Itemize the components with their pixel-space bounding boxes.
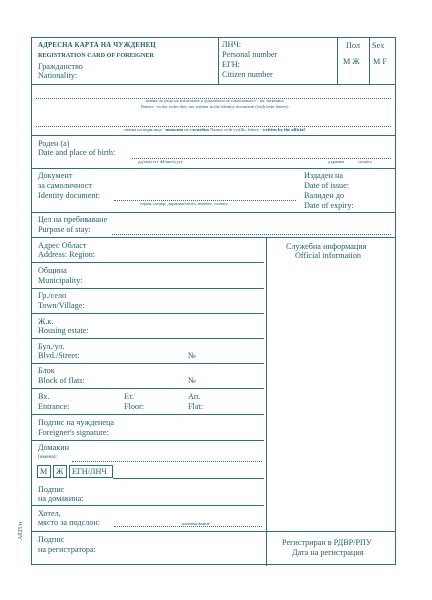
- block-number-sign: №: [188, 376, 196, 385]
- flat-label-bg: Ап.: [188, 392, 201, 401]
- block-label-en: Block of flats:: [38, 376, 85, 385]
- purpose-field[interactable]: [112, 234, 391, 235]
- sex-label-en: Sex: [372, 41, 385, 50]
- registration-date-label: Дата на регистрация: [292, 548, 364, 557]
- citizen-number-label: Citizen number: [222, 70, 273, 79]
- birth-country-hint-en: country: [358, 159, 373, 164]
- hotel-label-bg2: място за подслон:: [38, 518, 100, 527]
- street-label-en: Blvd./Street:: [38, 351, 80, 360]
- rule: [32, 84, 395, 85]
- host-label-bg2: (имена):: [38, 454, 58, 460]
- host-signature-label-bg: Подпис: [38, 485, 65, 494]
- signature-label-bg: Подпис на чужденеца: [38, 418, 115, 427]
- host-label-bg: Домакин: [38, 443, 70, 452]
- birth-label-en: Date and place of birth:: [38, 148, 116, 157]
- rule: [32, 212, 395, 213]
- issued-label-en: Date of issue:: [304, 181, 350, 190]
- rule: [32, 338, 264, 339]
- rule: [32, 505, 264, 506]
- registrar-signature-label-bg: Подпис: [38, 535, 65, 544]
- lnch-label: ЛНЧ:: [222, 40, 242, 49]
- sex-divider-left: [337, 38, 338, 84]
- registration-card: [31, 37, 396, 565]
- estate-label-bg: Ж.к.: [38, 317, 54, 326]
- document-label-bg: Документ: [38, 171, 73, 180]
- rule: [32, 388, 264, 389]
- document-label-en: Identity document:: [38, 191, 101, 200]
- floor-label-bg: Ет.: [124, 392, 135, 401]
- flat-label-en: Flat:: [188, 402, 204, 411]
- entrance-label-en: Entrance:: [38, 402, 70, 411]
- entrance-label-bg: Вх.: [38, 392, 50, 401]
- official-label-bg: Служебна информация: [286, 242, 367, 251]
- rule: [32, 168, 395, 169]
- rule: [32, 531, 395, 532]
- floor-label-en: Floor:: [124, 402, 145, 411]
- title-en: REGISTRATION CARD OF FOREIGNER: [38, 52, 155, 59]
- purpose-label-en: Purpose of stay:: [38, 225, 91, 234]
- registered-label: Регистриран в РДВР/РПУ: [282, 538, 372, 547]
- rule: [32, 288, 264, 289]
- municipality-label-bg: Община: [38, 266, 67, 275]
- header-divider: [218, 38, 219, 84]
- official-label-en: Official information: [295, 251, 362, 260]
- host-sex-m-label: М: [40, 467, 48, 476]
- personal-number-label: Personal number: [222, 50, 278, 59]
- sex-checkbox-en[interactable]: M F: [373, 57, 387, 66]
- sex-label-bg: Пол: [346, 41, 360, 50]
- egn-label: ЕГН:: [222, 60, 240, 69]
- rule: [32, 414, 264, 415]
- street-label-bg: Бул./ул.: [38, 342, 65, 351]
- hotel-name-hint: наименование: [182, 521, 210, 526]
- estate-label-en: Housing estate:: [38, 326, 89, 335]
- host-sex-f-label: Ж: [56, 467, 64, 476]
- nationality-label-en: Nationality:: [38, 71, 78, 80]
- birth-label-bg: Роден (а): [38, 139, 70, 148]
- sex-divider-mid: [369, 38, 370, 84]
- document-series-hint: серия, номер, държава/series, number, country: [140, 201, 229, 206]
- valid-label-bg: Валиден до: [304, 191, 345, 200]
- rule: [32, 237, 395, 238]
- purpose-label-bg: Цел на пребиваване: [38, 215, 108, 224]
- town-label-en: Town/Village:: [38, 301, 85, 310]
- valid-label-en: Date of expiry:: [304, 201, 354, 210]
- region-label-bg: Адрес Област: [38, 241, 87, 250]
- latin-names-hint: имена по реда на изписване в документа за самоличност - на латиница: [145, 98, 284, 103]
- latin-names-hint-en: Names - in the order they are written in the identity document (with latin letters): [140, 104, 289, 109]
- hotel-label-bg: Хотел,: [38, 509, 61, 518]
- rule: [32, 363, 264, 364]
- block-label-bg: Блок: [38, 366, 55, 375]
- municipality-label-en: Municipality:: [38, 276, 83, 285]
- birth-date-hint: дд/мм/гггг dd/mm/yyyy: [138, 159, 184, 164]
- issued-label-bg: Издаден на: [304, 171, 344, 180]
- host-name-field[interactable]: [72, 461, 262, 462]
- side-form-code: А825/н: [18, 521, 24, 540]
- registrar-signature-label-bg2: на регистратора:: [38, 545, 96, 554]
- host-egn-label: ЕГН/ЛНЧ: [72, 467, 107, 476]
- rule: [32, 262, 264, 263]
- official-divider: [266, 237, 267, 566]
- region-label-en: Address: Region:: [38, 250, 96, 259]
- town-label-bg: Гр./село: [38, 291, 67, 300]
- birth-country-hint-bg: държава: [328, 159, 345, 164]
- rule: [32, 135, 395, 136]
- signature-label-en: Foreigner's signature:: [38, 428, 109, 437]
- document-label-bg2: за самоличност: [38, 181, 92, 190]
- cyrillic-names-hint: имена на кирилица - попълва се служебно Names with cyrillic letters - written by the official: [124, 127, 305, 132]
- sex-checkbox-bg[interactable]: М Ж: [343, 57, 360, 66]
- rule: [32, 440, 264, 441]
- street-number-sign: №: [188, 351, 196, 360]
- nationality-label-bg: Гражданство: [38, 62, 83, 71]
- title-bg: АДРЕСНА КАРТА НА ЧУЖДЕНЕЦ: [38, 42, 156, 49]
- host-signature-label-bg2: на домакина:: [38, 494, 84, 503]
- rule: [32, 313, 264, 314]
- rule: [113, 478, 264, 479]
